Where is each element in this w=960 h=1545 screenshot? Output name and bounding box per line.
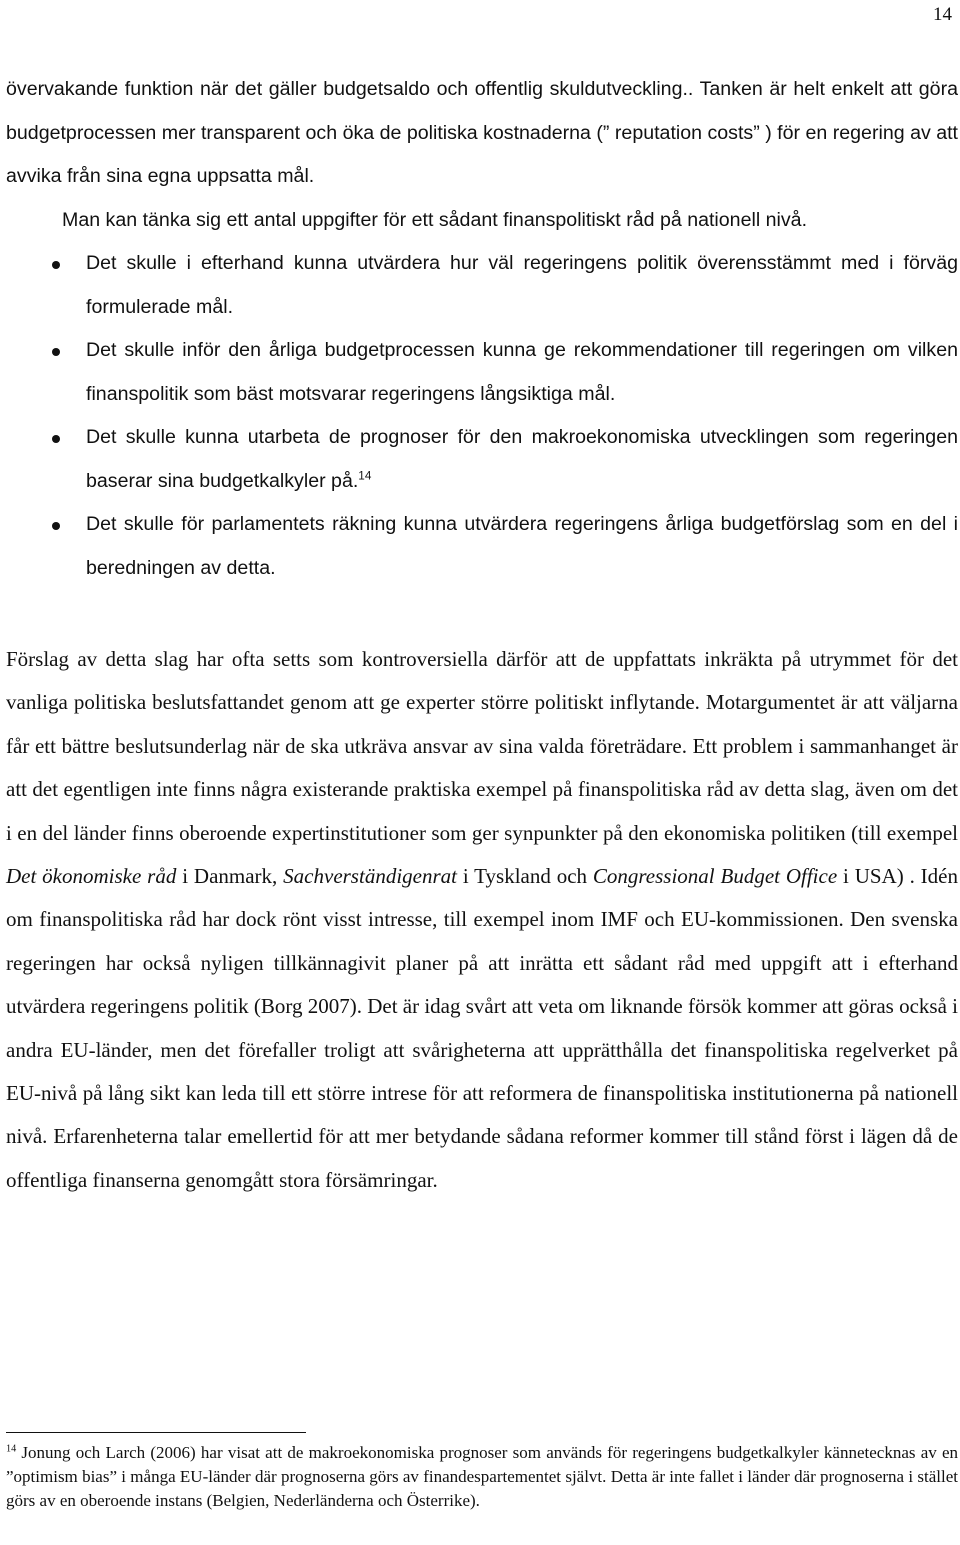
bullet-icon — [52, 348, 60, 356]
footnote-separator — [6, 1432, 306, 1433]
paragraph-segment: i Danmark, — [176, 864, 284, 889]
paragraph-segment: Förslag av detta slag har ofta setts som kontroversiella därför att de uppfattats inkräkta på utrymmet för det vanliga politiska beslutsfattandet genom att ge experter större politiskt inflytande. — [6, 647, 958, 715]
institution-name-italic: Congressional Budget Office — [592, 864, 838, 889]
footnote-ref[interactable]: 14 — [358, 468, 372, 482]
bullet-icon — [52, 435, 60, 443]
paragraph-segment: Motargumentet är att väljarna får ett bättre beslutsunderlag när de ska utkräva ansvar av sina valda företrädare. — [6, 690, 958, 758]
footnote — [6, 1441, 958, 1513]
institution-name-italic: Det ökonomiske råd — [6, 864, 177, 889]
paragraph-segment: Ett problem i sammanhanget är att det egentligen inte finns några existerande praktiska exempel på finanspolitiska råd av detta slag, även om det i en del länder finns oberoende expertinstitutioner som ger synpunkter på den ekonomiska politiken (till exempel — [6, 733, 958, 845]
bullet-icon — [52, 261, 60, 269]
list-item — [6, 329, 958, 416]
institution-name-italic: Sachverständigenrat — [283, 864, 457, 889]
proposal-section — [6, 68, 958, 590]
footnote-text: Jonung och Larch (2006) har visat att de makroekonomiska prognoser som används för regeringens budgetkalkyler kännetecknas av en ”optimism bias” i många EU-länder där prognoserna görs av finandespartementet självt. Detta är inte fallet i länder där prognoserna i stället görs av en oberoende instans (Belgien, Nederländerna och Österrike). — [6, 1443, 959, 1510]
paragraph-segment: i USA) . Idén om finanspolitiska råd har dock rönt visst intresse, till exempel inom IMF och EU-kommissionen. Den svenska regeringen har också nyligen tillkännagivit planer på att inrätta ett sådant råd med uppgift att i efterhand utvärdera regeringens politik (Borg 2007). Det är idag svårt att veta om liknande försök kommer att göras också i andra EU-länder, men det förefaller troligt att svårigheterna att upprätthålla det finanspolitiska regelverket på EU-nivå på lång sikt kan leda till ett större intrese för att reformera de finanspolitiska institutionerna på nationell nivå. Erfarenheterna talar emellertid för att mer betydande sådana reformer kommer till stånd först i lägen då de offentliga finanserna genomgått stora försämringar. — [6, 864, 958, 1192]
list-item — [6, 503, 958, 590]
main-paragraph — [6, 638, 958, 1202]
main-paragraph-text — [6, 638, 958, 1202]
bullet-text: Det skulle för parlamentets räkning kunna utvärdera regeringens årliga budgetförslag som en del i beredningen av detta. — [86, 513, 958, 579]
footnote-number: 14 — [6, 1443, 17, 1455]
paragraph-segment: i Tyskland och — [456, 864, 593, 889]
list-item — [6, 416, 958, 503]
bullet-text: Det skulle i efterhand kunna utvärdera hur väl regeringens politik överensstämmt med i förväg formulerade mål. — [86, 252, 958, 318]
tasks-intro: Man kan tänka sig ett antal uppgifter för ett sådant finanspolitiskt råd på nationell nivå. — [62, 208, 808, 231]
list-item — [6, 242, 958, 329]
tasks-bullet-list — [6, 242, 958, 590]
bullet-icon — [52, 522, 60, 530]
intro-paragraph: övervakande funktion när det gäller budgetsaldo och offentlig skuldutveckling.. Tanken är helt enkelt att göra budgetprocessen mer transparent och öka de politiska kostnaderna (” reputation costs” ) för en regering av att avvika från sina egna uppsatta mål. — [6, 78, 958, 187]
page-number: 14 — [933, 4, 952, 25]
bullet-text: Det skulle kunna utarbeta de prognoser för den makroekonomiska utvecklingen som regeringen baserar sina budgetkalkyler på. — [86, 426, 958, 492]
bullet-text: Det skulle inför den årliga budgetprocessen kunna ge rekommendationer till regeringen om vilken finanspolitik som bäst motsvarar regeringens långsiktiga mål. — [86, 339, 958, 405]
